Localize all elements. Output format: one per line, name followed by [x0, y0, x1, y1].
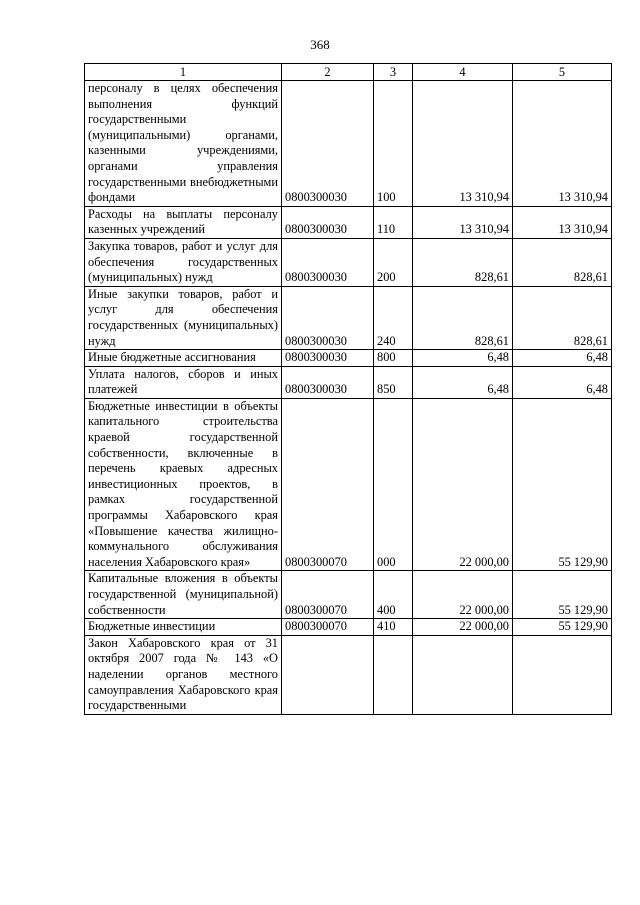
row-target-code	[282, 635, 374, 714]
row-name: Иные бюджетные ассигнования	[85, 350, 282, 367]
row-name: Закупка товаров, работ и услуг для обеспечения государственных (муниципальных) нужд	[85, 238, 282, 286]
table-row	[85, 206, 612, 238]
row-name: Уплата налогов, сборов и иных платежей	[85, 366, 282, 398]
row-name: Бюджетные инвестиции	[85, 619, 282, 636]
row-amount-1: 22 000,00	[413, 398, 513, 571]
row-expense-type: 410	[374, 619, 413, 636]
table-header-row	[85, 64, 612, 81]
row-amount-2: 6,48	[513, 366, 612, 398]
row-amount-1: 13 310,94	[413, 81, 513, 207]
row-expense-type: 000	[374, 398, 413, 571]
row-name: персоналу в целях обеспечения выполнения функций государственными (муниципальными) органами, казенными учреждениями, органами управления государственными внебюджетными фондами	[85, 81, 282, 207]
row-amount-1: 22 000,00	[413, 619, 513, 636]
row-name: Закон Хабаровского края от 31 октября 2007 года № 143 «О наделении органов местного самоуправления Хабаровского края государственными	[85, 635, 282, 714]
table-row	[85, 366, 612, 398]
row-target-code: 0800300030	[282, 366, 374, 398]
column-header-5: 5	[513, 64, 612, 81]
row-target-code: 0800300030	[282, 238, 374, 286]
row-name: Расходы на выплаты персоналу казенных учреждений	[85, 206, 282, 238]
row-name: Иные закупки товаров, работ и услуг для обеспечения государственных (муниципальных) нужд	[85, 286, 282, 349]
table-row	[85, 81, 612, 207]
row-expense-type	[374, 635, 413, 714]
table-row	[85, 635, 612, 714]
column-header-2: 2	[282, 64, 374, 81]
column-header-1: 1	[85, 64, 282, 81]
table-row	[85, 571, 612, 619]
row-expense-type: 400	[374, 571, 413, 619]
row-amount-1: 6,48	[413, 350, 513, 367]
row-amount-2: 55 129,90	[513, 398, 612, 571]
row-amount-2: 13 310,94	[513, 206, 612, 238]
row-amount-1: 828,61	[413, 286, 513, 349]
page-number: 368	[310, 37, 330, 52]
row-amount-1	[413, 635, 513, 714]
row-amount-1: 13 310,94	[413, 206, 513, 238]
row-amount-2	[513, 635, 612, 714]
row-expense-type: 850	[374, 366, 413, 398]
row-expense-type: 200	[374, 238, 413, 286]
row-name: Бюджетные инвестиции в объекты капитального строительства краевой государственной собственности, включенные в перечень краевых адресных инвестиционных проектов, в рамках государственной программы Хабаровского края «Повышение качества жилищно-коммунального обслуживания населения Хабаровского края»	[85, 398, 282, 571]
column-header-3: 3	[374, 64, 413, 81]
row-target-code: 0800300030	[282, 350, 374, 367]
row-amount-1: 6,48	[413, 366, 513, 398]
row-name: Капитальные вложения в объекты государственной (муниципальной) собственности	[85, 571, 282, 619]
table-row	[85, 350, 612, 367]
row-amount-1: 22 000,00	[413, 571, 513, 619]
table-row	[85, 619, 612, 636]
row-amount-2: 6,48	[513, 350, 612, 367]
row-expense-type: 110	[374, 206, 413, 238]
row-expense-type: 100	[374, 81, 413, 207]
budget-table	[84, 63, 612, 715]
row-target-code: 0800300070	[282, 571, 374, 619]
row-amount-2: 828,61	[513, 238, 612, 286]
row-amount-2: 55 129,90	[513, 571, 612, 619]
row-amount-2: 55 129,90	[513, 619, 612, 636]
table-row	[85, 286, 612, 349]
row-expense-type: 240	[374, 286, 413, 349]
row-target-code: 0800300030	[282, 206, 374, 238]
table-row	[85, 398, 612, 571]
row-amount-2: 13 310,94	[513, 81, 612, 207]
row-amount-1: 828,61	[413, 238, 513, 286]
row-target-code: 0800300030	[282, 81, 374, 207]
column-header-4: 4	[413, 64, 513, 81]
row-amount-2: 828,61	[513, 286, 612, 349]
row-target-code: 0800300070	[282, 619, 374, 636]
row-expense-type: 800	[374, 350, 413, 367]
row-target-code: 0800300030	[282, 286, 374, 349]
table-row	[85, 238, 612, 286]
row-target-code: 0800300070	[282, 398, 374, 571]
